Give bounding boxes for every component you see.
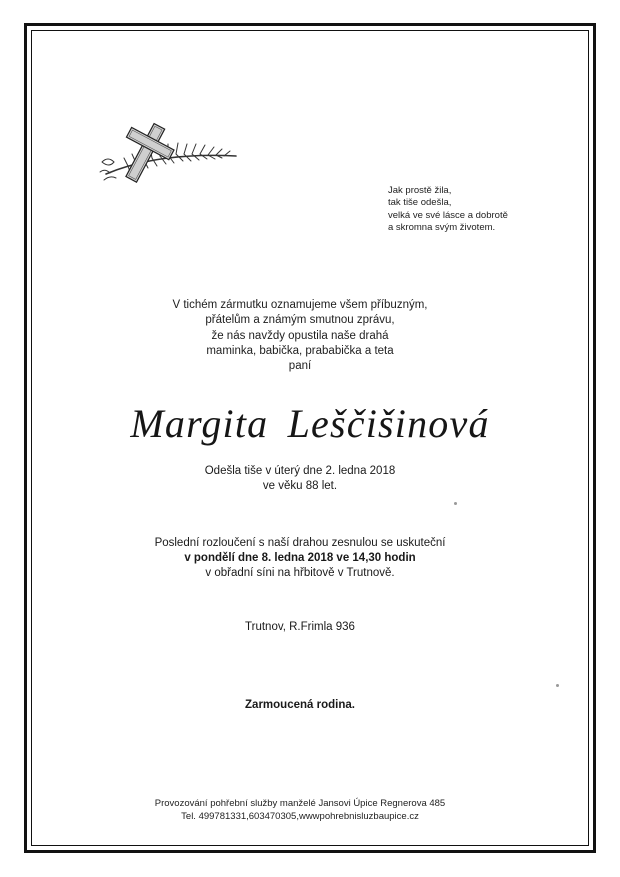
funeral-info xyxy=(60,536,540,581)
intro-line: že nás navždy opustila naše drahá xyxy=(211,329,389,342)
footer-company: Provozování pohřební služby manželé Jansovi Úpice Regnerova 485 xyxy=(154,798,446,809)
family-signature: Zarmoucená rodina. xyxy=(245,699,355,711)
intro-line: V tichém zármutku oznamujeme všem příbuzným, xyxy=(172,299,428,311)
address: Trutnov, R.Frimla 936 xyxy=(245,621,355,633)
funeral-datetime: v pondělí dne 8. ledna 2018 ve 14,30 hodin xyxy=(184,552,416,564)
poem-line: Jak prostě žila, xyxy=(388,185,452,196)
footer-contact: Tel. 499781331,603470305,wwwpohrebnisluzbaupice.cz xyxy=(181,811,419,822)
poem xyxy=(388,185,588,234)
intro-line: přátelům a známým smutnou zprávu, xyxy=(205,314,395,327)
poem-line: velká ve své lásce a dobrotě xyxy=(388,209,508,221)
death-info xyxy=(100,464,500,494)
print-speck xyxy=(556,684,559,687)
death-age: ve věku 88 let. xyxy=(262,480,338,492)
funeral-place: v obřadní síni na hřbitově v Trutnově. xyxy=(205,567,395,579)
poem-line: tak tiše odešla, xyxy=(388,197,452,209)
footer xyxy=(60,797,540,823)
deceased-name: Margita Leščišinová xyxy=(130,401,490,446)
intro-line: paní xyxy=(288,360,312,373)
intro-line: maminka, babička, prababička a teta xyxy=(206,344,394,357)
print-speck xyxy=(454,502,457,505)
cross-palm-emblem-icon xyxy=(98,122,240,184)
announcement-intro xyxy=(100,298,500,374)
funeral-line: Poslední rozloučení s naší drahou zesnulou se uskuteční xyxy=(154,537,446,549)
poem-line: a skromna svým životem. xyxy=(388,221,496,233)
death-date: Odešla tiše v úterý dne 2. ledna 2018 xyxy=(204,465,396,477)
